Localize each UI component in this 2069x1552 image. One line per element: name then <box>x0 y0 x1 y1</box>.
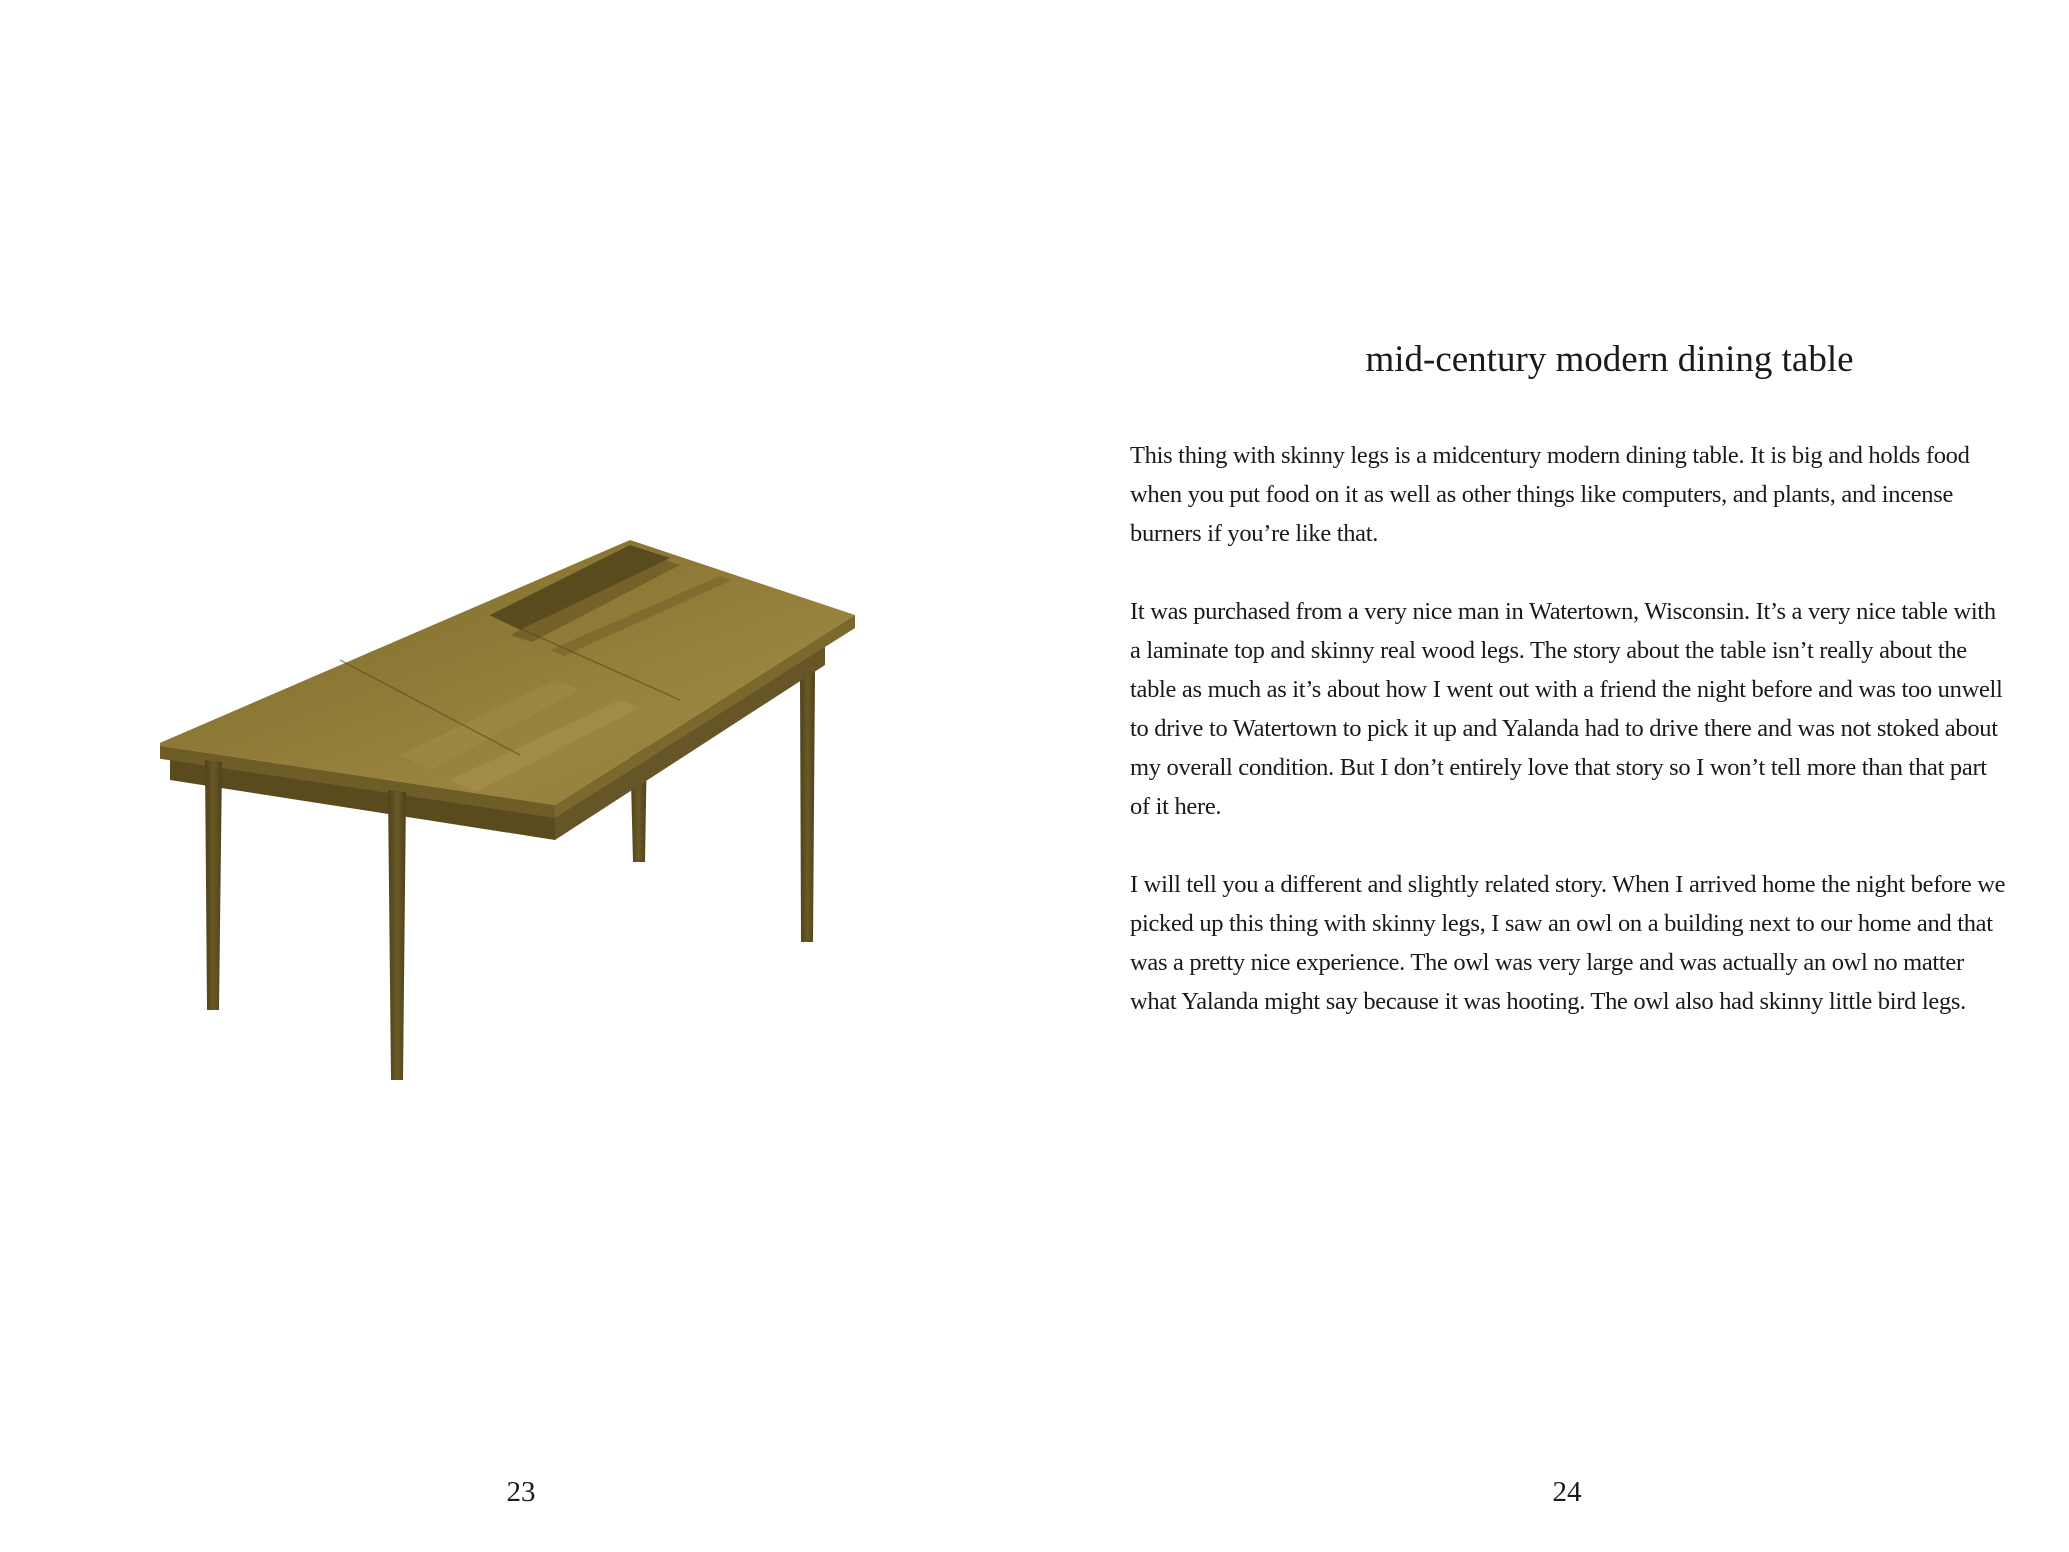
paragraph: I will tell you a different and slightly related story. When I arrived home the night before we picked up this thing with skinny legs, I saw an owl on a building next to our home and that was a pretty nice experience. The owl was very large and was actually an owl no matter what Yalanda might say because it was hooting. The owl also had skinny little bird legs. <box>1130 871 2006 1015</box>
left-page <box>0 0 1034 1552</box>
paragraph: It was purchased from a very nice man in Watertown, Wisconsin. It’s a very nice table with a laminate top and skinny real wood legs. The story about the table isn’t really about the table as much as it’s about how I went out with a friend the night before and was too unwell to drive to Watertown to pick it up and Yalanda had to drive there and was not stoked about my overall condition. But I don’t entirely love that story so I won’t tell more than that part of it here. <box>1130 598 2003 820</box>
page-number-right: 24 <box>1552 1476 1582 1508</box>
page-number-left: 23 <box>506 1476 536 1508</box>
table-leg-front-right <box>388 790 406 1080</box>
table-drawing <box>160 540 880 1100</box>
table-leg-front-left <box>205 760 222 1010</box>
right-page <box>1034 0 2069 1552</box>
table-leg-back-right <box>800 670 815 942</box>
paragraph: This thing with skinny legs is a midcentury modern dining table. It is big and holds food when you put food on it as well as other things like computers, and plants, and incense burners if you’re like that. <box>1130 442 1970 547</box>
body-text <box>1130 436 2010 1060</box>
chapter-title: mid-century modern dining table <box>1365 339 1854 380</box>
dining-table-illustration <box>160 540 880 1100</box>
